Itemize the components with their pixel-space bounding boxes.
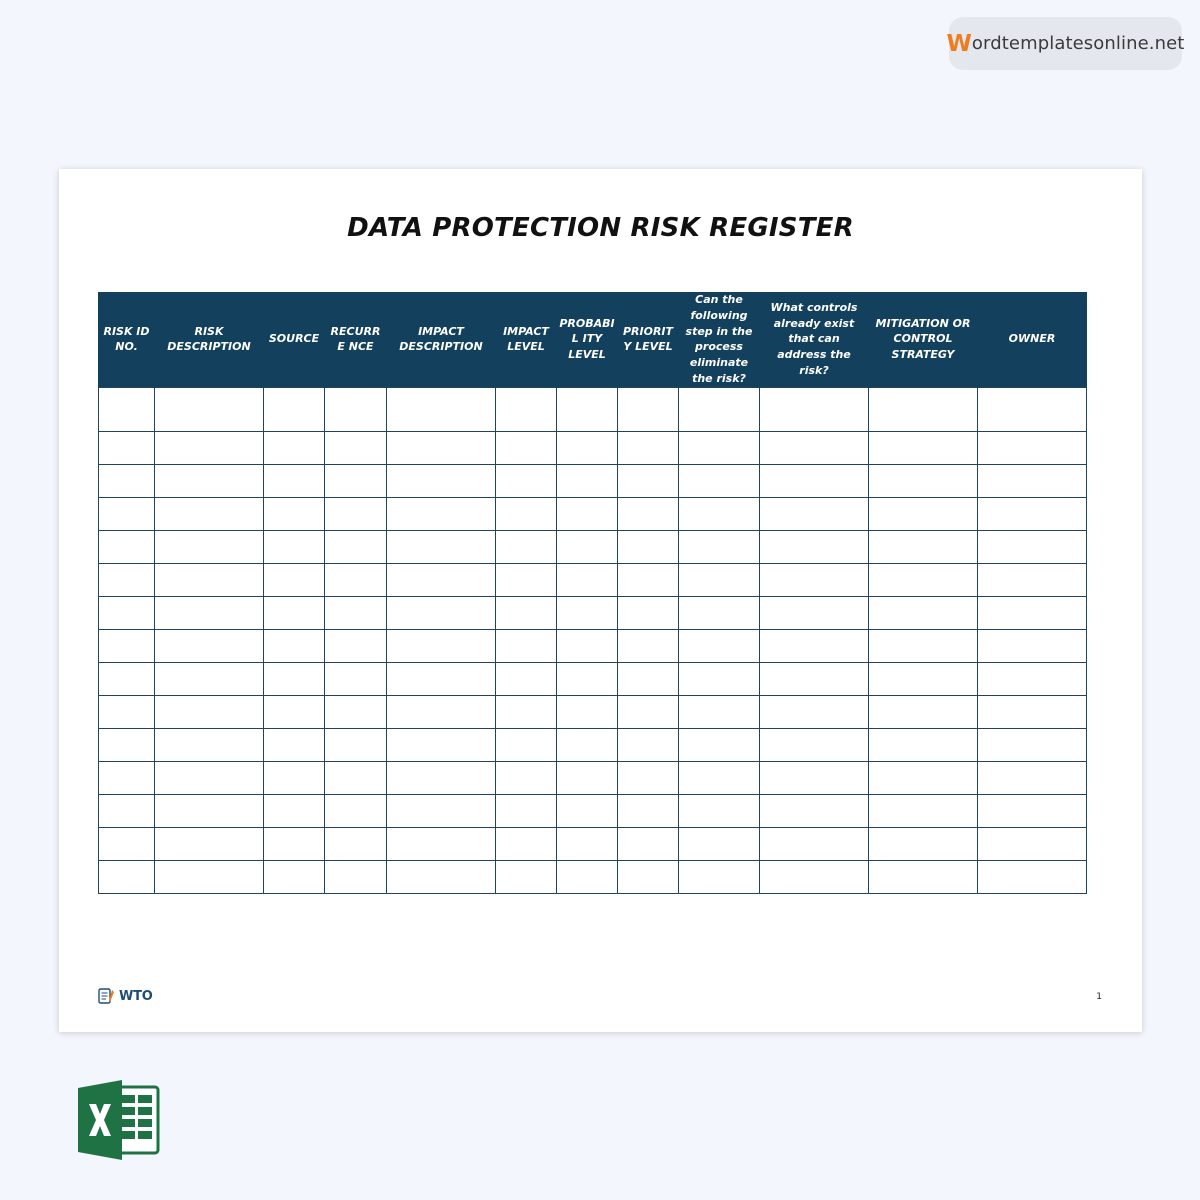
table-cell[interactable] — [679, 497, 760, 530]
table-cell[interactable] — [264, 695, 325, 728]
table-cell[interactable] — [557, 563, 618, 596]
table-cell[interactable] — [557, 761, 618, 794]
table-cell[interactable] — [325, 794, 387, 827]
column-header-recurrence: RECURRE NCE — [325, 292, 387, 387]
table-cell[interactable] — [679, 530, 760, 563]
table-cell[interactable] — [496, 695, 557, 728]
table-cell[interactable] — [496, 530, 557, 563]
table-cell[interactable] — [264, 497, 325, 530]
table-cell[interactable] — [679, 860, 760, 893]
table-cell[interactable] — [387, 860, 496, 893]
table-cell[interactable] — [325, 761, 387, 794]
table-cell[interactable] — [264, 629, 325, 662]
excel-icon[interactable] — [76, 1078, 160, 1162]
table-cell[interactable] — [155, 497, 264, 530]
table-cell[interactable] — [679, 827, 760, 860]
table-cell[interactable] — [264, 563, 325, 596]
table-cell[interactable] — [557, 695, 618, 728]
table-cell[interactable] — [679, 629, 760, 662]
table-cell[interactable] — [618, 563, 679, 596]
table-cell[interactable] — [387, 794, 496, 827]
table-cell[interactable] — [325, 827, 387, 860]
table-cell[interactable] — [264, 431, 325, 464]
table-cell[interactable] — [869, 761, 978, 794]
column-header-impact-description: IMPACT DESCRIPTION — [387, 292, 496, 387]
table-cell[interactable] — [387, 596, 496, 629]
column-header-owner: OWNER — [978, 292, 1087, 387]
table-cell[interactable] — [679, 662, 760, 695]
column-header-impact-level: IMPACT LEVEL — [496, 292, 557, 387]
table-cell[interactable] — [618, 387, 679, 431]
table-cell[interactable] — [496, 728, 557, 761]
table-cell[interactable] — [978, 662, 1087, 695]
column-header-source: SOURCE — [264, 292, 325, 387]
table-cell[interactable] — [325, 662, 387, 695]
table-cell[interactable] — [869, 530, 978, 563]
page-number: 1 — [1096, 992, 1102, 1002]
table-cell[interactable] — [978, 860, 1087, 893]
table-cell[interactable] — [618, 497, 679, 530]
table-cell[interactable] — [325, 860, 387, 893]
table-cell[interactable] — [679, 596, 760, 629]
table-cell[interactable] — [387, 497, 496, 530]
table-cell[interactable] — [387, 530, 496, 563]
table-cell[interactable] — [264, 530, 325, 563]
table-body — [99, 387, 1087, 893]
table-cell[interactable] — [325, 530, 387, 563]
table-cell[interactable] — [155, 431, 264, 464]
table-cell[interactable] — [760, 629, 869, 662]
table-cell[interactable] — [155, 728, 264, 761]
table-cell[interactable] — [978, 464, 1087, 497]
table-cell[interactable] — [618, 464, 679, 497]
table-cell[interactable] — [869, 596, 978, 629]
table-cell[interactable] — [557, 387, 618, 431]
table-cell[interactable] — [264, 860, 325, 893]
table-cell[interactable] — [557, 728, 618, 761]
table-cell[interactable] — [264, 728, 325, 761]
table-cell[interactable] — [869, 629, 978, 662]
table-cell[interactable] — [760, 563, 869, 596]
table-cell[interactable] — [155, 464, 264, 497]
table-cell[interactable] — [618, 695, 679, 728]
table-cell[interactable] — [99, 662, 155, 695]
table-row — [99, 662, 1087, 695]
table-cell[interactable] — [155, 695, 264, 728]
table-cell[interactable] — [387, 464, 496, 497]
table-cell[interactable] — [99, 431, 155, 464]
table-cell[interactable] — [325, 464, 387, 497]
table-cell[interactable] — [557, 431, 618, 464]
table-cell[interactable] — [264, 794, 325, 827]
table-cell[interactable] — [99, 497, 155, 530]
table-cell[interactable] — [978, 761, 1087, 794]
brand-initial: W — [946, 30, 972, 57]
table-cell[interactable] — [387, 728, 496, 761]
table-cell[interactable] — [496, 662, 557, 695]
table-cell[interactable] — [387, 629, 496, 662]
table-cell[interactable] — [760, 497, 869, 530]
table-row — [99, 596, 1087, 629]
table-cell[interactable] — [978, 596, 1087, 629]
document-page — [59, 169, 1142, 1032]
table-row — [99, 530, 1087, 563]
table-cell[interactable] — [618, 860, 679, 893]
table-cell[interactable] — [496, 629, 557, 662]
risk-register-table — [98, 292, 1087, 894]
table-cell[interactable] — [557, 629, 618, 662]
table-row — [99, 860, 1087, 893]
table-cell[interactable] — [99, 728, 155, 761]
brand-badge[interactable] — [946, 17, 1185, 70]
table-row — [99, 629, 1087, 662]
table-cell[interactable] — [760, 662, 869, 695]
table-cell[interactable] — [978, 629, 1087, 662]
table-cell[interactable] — [978, 563, 1087, 596]
table-cell[interactable] — [387, 431, 496, 464]
table-cell[interactable] — [978, 695, 1087, 728]
table-cell[interactable] — [869, 695, 978, 728]
table-cell[interactable] — [387, 662, 496, 695]
table-cell[interactable] — [325, 497, 387, 530]
table-cell[interactable] — [496, 497, 557, 530]
table-cell[interactable] — [99, 563, 155, 596]
table-cell[interactable] — [557, 464, 618, 497]
column-header-risk-id: RISK ID NO. — [99, 292, 155, 387]
table-cell[interactable] — [978, 827, 1087, 860]
table-cell[interactable] — [99, 794, 155, 827]
table-cell[interactable] — [496, 794, 557, 827]
table-cell[interactable] — [557, 794, 618, 827]
table-cell[interactable] — [618, 662, 679, 695]
table-cell[interactable] — [760, 761, 869, 794]
table-cell[interactable] — [387, 695, 496, 728]
table-cell[interactable] — [869, 827, 978, 860]
table-cell[interactable] — [325, 728, 387, 761]
table-cell[interactable] — [496, 387, 557, 431]
table-cell[interactable] — [155, 596, 264, 629]
table-row — [99, 794, 1087, 827]
table-cell[interactable] — [679, 761, 760, 794]
table-cell[interactable] — [760, 794, 869, 827]
table-cell[interactable] — [679, 387, 760, 431]
table-cell[interactable] — [978, 530, 1087, 563]
table-cell[interactable] — [869, 464, 978, 497]
table-cell[interactable] — [264, 464, 325, 497]
table-cell[interactable] — [679, 794, 760, 827]
table-cell[interactable] — [99, 464, 155, 497]
table-cell[interactable] — [557, 827, 618, 860]
table-row — [99, 728, 1087, 761]
table-cell[interactable] — [869, 387, 978, 431]
column-header-priority-level: PRIORITY LEVEL — [618, 292, 679, 387]
table-cell[interactable] — [99, 860, 155, 893]
table-cell[interactable] — [679, 464, 760, 497]
table-cell[interactable] — [618, 596, 679, 629]
table-cell[interactable] — [496, 563, 557, 596]
table-cell[interactable] — [99, 761, 155, 794]
table-cell[interactable] — [264, 596, 325, 629]
table-cell[interactable] — [679, 431, 760, 464]
table-cell[interactable] — [679, 695, 760, 728]
table-cell[interactable] — [496, 596, 557, 629]
table-cell[interactable] — [99, 387, 155, 431]
table-row — [99, 827, 1087, 860]
table-cell[interactable] — [760, 860, 869, 893]
table-cell[interactable] — [496, 827, 557, 860]
table-cell[interactable] — [99, 695, 155, 728]
table-cell[interactable] — [387, 761, 496, 794]
table-cell[interactable] — [618, 761, 679, 794]
table-row — [99, 761, 1087, 794]
table-cell[interactable] — [760, 596, 869, 629]
table-cell[interactable] — [155, 761, 264, 794]
table-cell[interactable] — [760, 728, 869, 761]
wto-logo-text: WTO — [119, 988, 153, 1004]
table-cell[interactable] — [325, 387, 387, 431]
table-cell[interactable] — [325, 695, 387, 728]
wto-logo — [98, 986, 153, 1006]
table-cell[interactable] — [99, 629, 155, 662]
column-header-probability-level: PROBABIL ITY LEVEL — [557, 292, 618, 387]
table-cell[interactable] — [99, 530, 155, 563]
column-header-mitigation-strategy: MITIGATION OR CONTROL STRATEGY — [869, 292, 978, 387]
table-header-row — [99, 292, 1087, 387]
table-cell[interactable] — [264, 827, 325, 860]
table-cell[interactable] — [387, 827, 496, 860]
table-cell[interactable] — [557, 530, 618, 563]
table-cell[interactable] — [618, 530, 679, 563]
table-cell[interactable] — [496, 761, 557, 794]
table-cell[interactable] — [978, 431, 1087, 464]
table-cell[interactable] — [264, 761, 325, 794]
table-cell[interactable] — [155, 563, 264, 596]
table-row — [99, 695, 1087, 728]
table-cell[interactable] — [155, 827, 264, 860]
wto-logo-icon — [98, 987, 116, 1005]
table-cell[interactable] — [325, 629, 387, 662]
table-row — [99, 464, 1087, 497]
table-cell[interactable] — [155, 629, 264, 662]
table-cell[interactable] — [155, 387, 264, 431]
table-cell[interactable] — [760, 464, 869, 497]
table-cell[interactable] — [618, 794, 679, 827]
column-header-eliminate-risk: Can the following step in the process eliminate the risk? — [679, 292, 760, 387]
table-cell[interactable] — [618, 827, 679, 860]
table-cell[interactable] — [264, 662, 325, 695]
table-cell[interactable] — [760, 695, 869, 728]
table-cell[interactable] — [496, 464, 557, 497]
column-header-risk-description: RISK DESCRIPTION — [155, 292, 264, 387]
table-cell[interactable] — [557, 596, 618, 629]
table-cell[interactable] — [760, 530, 869, 563]
table-cell[interactable] — [618, 431, 679, 464]
table-cell[interactable] — [618, 629, 679, 662]
table-cell[interactable] — [99, 827, 155, 860]
table-cell[interactable] — [869, 860, 978, 893]
table-cell[interactable] — [978, 387, 1087, 431]
table-cell[interactable] — [557, 662, 618, 695]
table-cell[interactable] — [869, 563, 978, 596]
table-cell[interactable] — [99, 596, 155, 629]
table-cell[interactable] — [869, 431, 978, 464]
table-cell[interactable] — [325, 431, 387, 464]
table-cell[interactable] — [618, 728, 679, 761]
table-row — [99, 387, 1087, 431]
document-title: DATA PROTECTION RISK REGISTER — [347, 213, 854, 243]
table-cell[interactable] — [325, 596, 387, 629]
column-header-existing-controls: What controls already exist that can address the risk? — [760, 292, 869, 387]
table-cell[interactable] — [325, 563, 387, 596]
table-cell[interactable] — [760, 431, 869, 464]
table-cell[interactable] — [869, 794, 978, 827]
table-cell[interactable] — [679, 728, 760, 761]
table-cell[interactable] — [155, 530, 264, 563]
table-cell[interactable] — [978, 728, 1087, 761]
table-cell[interactable] — [496, 431, 557, 464]
table-cell[interactable] — [264, 387, 325, 431]
brand-name: ordtemplatesonline.net — [971, 33, 1185, 54]
table-cell[interactable] — [557, 860, 618, 893]
table-cell[interactable] — [679, 563, 760, 596]
table-cell[interactable] — [496, 860, 557, 893]
table-cell[interactable] — [557, 497, 618, 530]
table-cell[interactable] — [869, 728, 978, 761]
table-cell[interactable] — [387, 563, 496, 596]
table-row — [99, 563, 1087, 596]
table-cell[interactable] — [760, 827, 869, 860]
table-cell[interactable] — [760, 387, 869, 431]
table-cell[interactable] — [978, 794, 1087, 827]
table-cell[interactable] — [978, 497, 1087, 530]
table-cell[interactable] — [155, 860, 264, 893]
table-cell[interactable] — [387, 387, 496, 431]
table-cell[interactable] — [155, 662, 264, 695]
table-cell[interactable] — [869, 662, 978, 695]
table-row — [99, 497, 1087, 530]
table-cell[interactable] — [869, 497, 978, 530]
table-cell[interactable] — [155, 794, 264, 827]
table-row — [99, 431, 1087, 464]
